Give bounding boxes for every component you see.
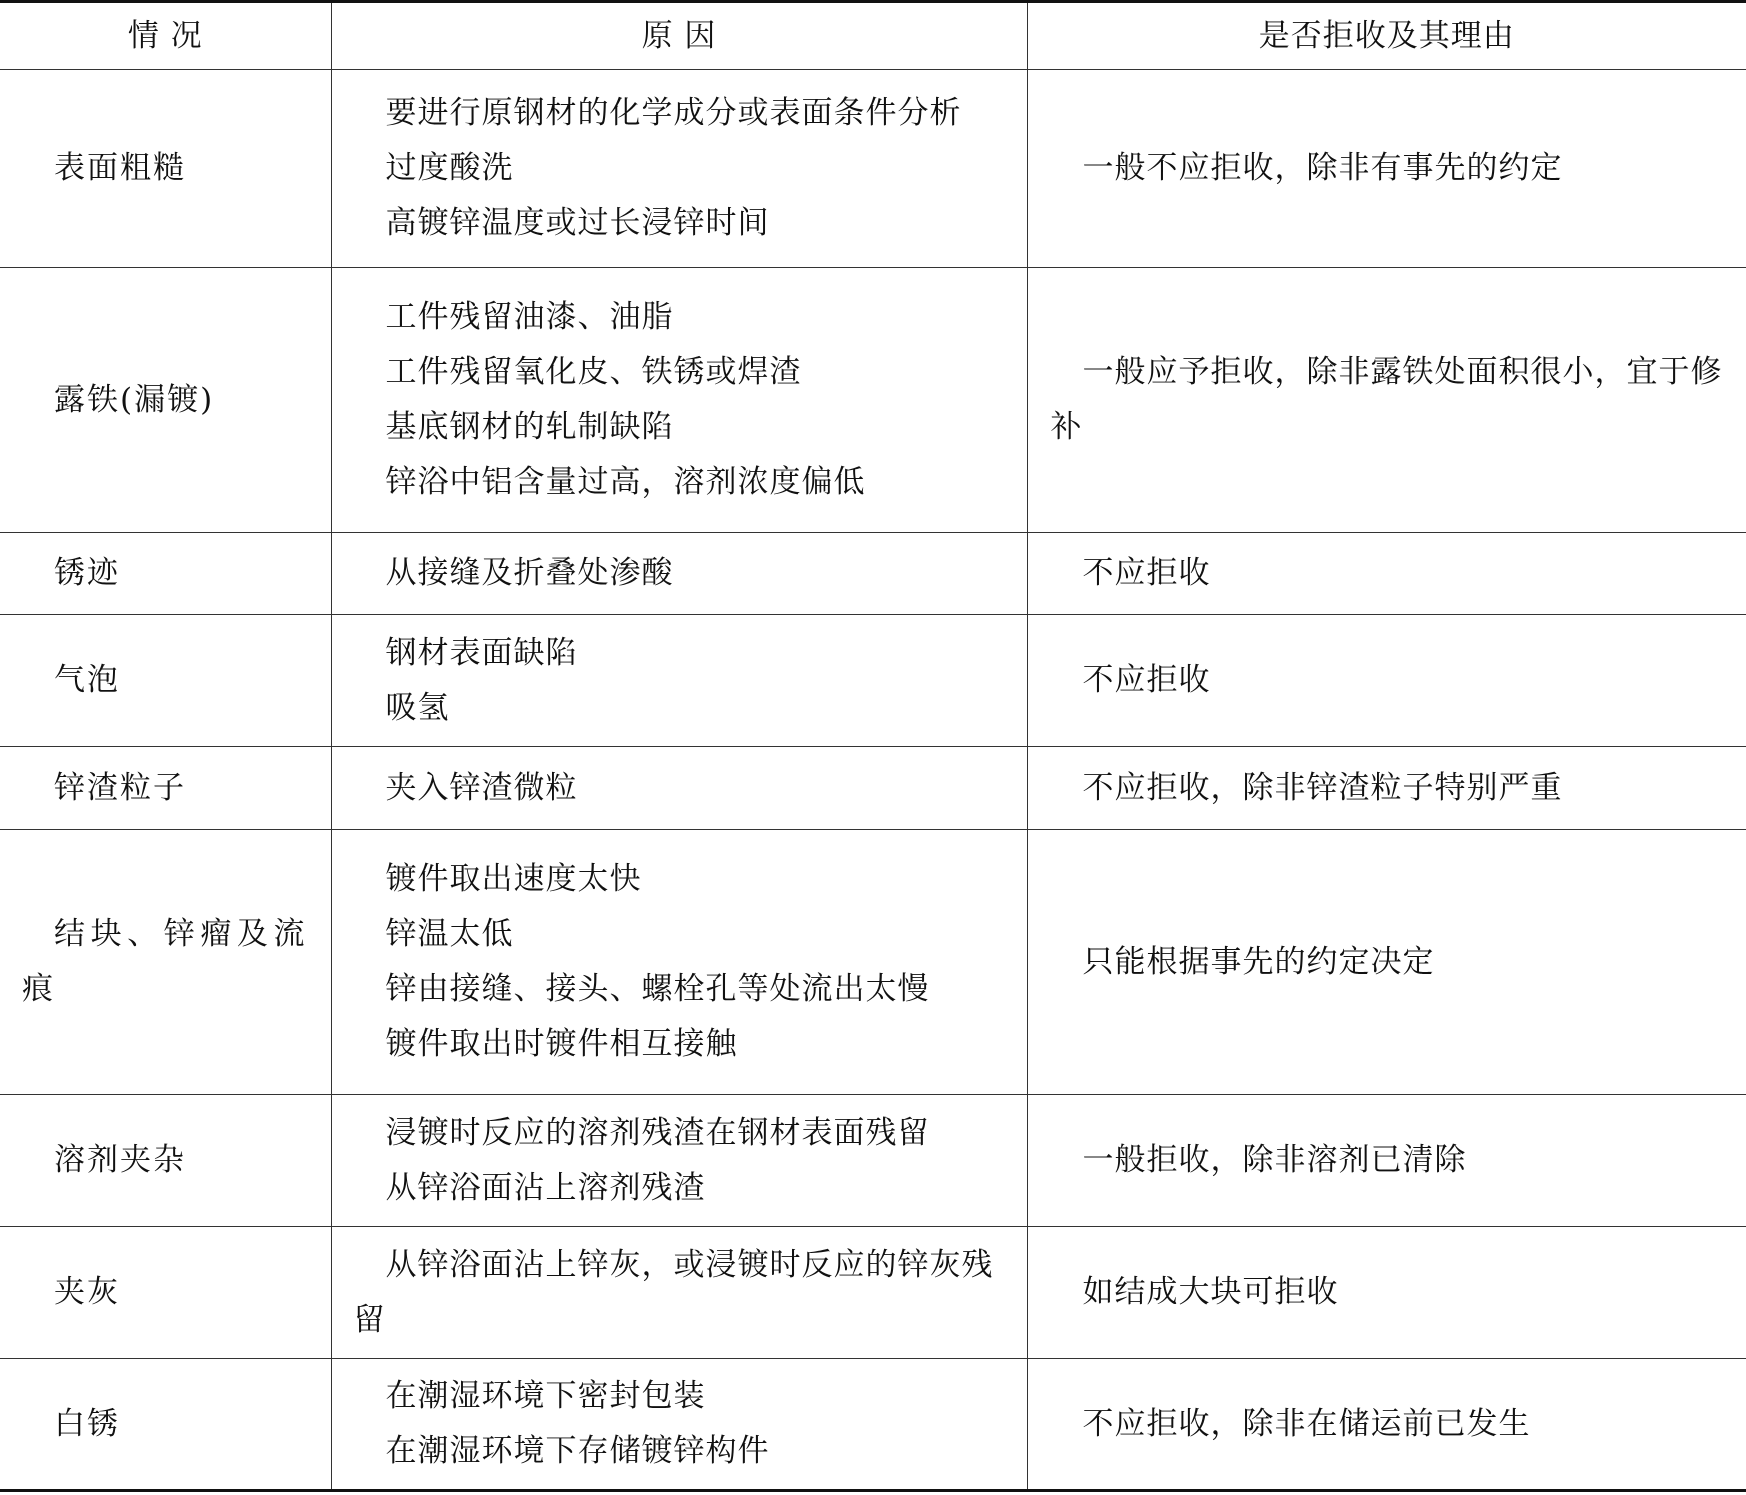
- cause-line: 工件残留油漆、油脂: [385, 299, 674, 335]
- cause-cell: [331, 1227, 1027, 1359]
- cause-cell: [331, 70, 1027, 268]
- cause-line: 镀件取出速度太快: [385, 861, 642, 897]
- cause-cell: [331, 533, 1027, 615]
- cause-line: 从接缝及折叠处渗酸: [385, 555, 674, 591]
- header-situation: 情 况: [0, 2, 331, 70]
- table-row: [0, 533, 1746, 615]
- cause-cell: [331, 268, 1027, 533]
- situation-cell: 锈迹: [0, 533, 331, 615]
- cause-cell: [331, 615, 1027, 747]
- table-row: [0, 830, 1746, 1095]
- verdict-cell: 只能根据事先的约定决定: [1027, 830, 1746, 1095]
- cause-line: 要进行原钢材的化学成分或表面条件分析: [385, 95, 962, 131]
- cause-cell: [331, 1095, 1027, 1227]
- situation-cell: 白锈: [0, 1359, 331, 1491]
- cause-cell: [331, 747, 1027, 830]
- cause-line: 从锌浴面沾上溶剂残渣: [385, 1169, 706, 1206]
- verdict-cell: 一般不应拒收，除非有事先的约定: [1027, 70, 1746, 268]
- table-row: [0, 1359, 1746, 1491]
- cause-line: 在潮湿环境下密封包装: [385, 1378, 706, 1414]
- table-row: [0, 747, 1746, 830]
- table-row: [0, 268, 1746, 533]
- cause-line: 锌浴中铝含量过高，溶剂浓度偏低: [385, 464, 866, 500]
- cause-line: 吸氢: [385, 689, 450, 726]
- situation-cell: 结块、锌瘤及流痕: [0, 830, 331, 1095]
- verdict-cell: 一般应予拒收，除非露铁处面积很小，宜于修补: [1027, 268, 1746, 533]
- cause-line: 在潮湿环境下存储镀锌构件: [385, 1433, 770, 1469]
- table-row: [0, 1227, 1746, 1359]
- cause-line: 锌温太低: [385, 916, 514, 952]
- cause-line: 浸镀时反应的溶剂残渣在钢材表面残留: [385, 1114, 930, 1151]
- cause-line: 基底钢材的轧制缺陷: [385, 409, 674, 445]
- verdict-cell: 不应拒收: [1027, 533, 1746, 615]
- verdict-cell: 不应拒收，除非锌渣粒子特别严重: [1027, 747, 1746, 830]
- cause-cell: [331, 830, 1027, 1095]
- header-row: [0, 2, 1746, 70]
- verdict-cell: 不应拒收: [1027, 615, 1746, 747]
- situation-cell: 气泡: [0, 615, 331, 747]
- cause-line: 过度酸洗: [385, 150, 514, 186]
- header-cause: 原 因: [331, 2, 1027, 70]
- situation-cell: 夹灰: [0, 1227, 331, 1359]
- verdict-cell: 如结成大块可拒收: [1027, 1227, 1746, 1359]
- cause-line: 夹入锌渣微粒: [385, 769, 578, 806]
- situation-cell: 表面粗糙: [0, 70, 331, 268]
- situation-cell: 露铁(漏镀): [0, 268, 331, 533]
- cause-line: 钢材表面缺陷: [385, 634, 578, 671]
- table-row: [0, 1095, 1746, 1227]
- situation-cell: 锌渣粒子: [0, 747, 331, 830]
- table-row: [0, 615, 1746, 747]
- cause-line: 高镀锌温度或过长浸锌时间: [385, 205, 770, 241]
- cause-cell: [331, 1359, 1027, 1491]
- verdict-cell: 一般拒收，除非溶剂已清除: [1027, 1095, 1746, 1227]
- cause-line: 镀件取出时镀件相互接触: [385, 1026, 738, 1062]
- cause-line: 锌由接缝、接头、螺栓孔等处流出太慢: [385, 971, 930, 1007]
- situation-cell: 溶剂夹杂: [0, 1095, 331, 1227]
- verdict-cell: 不应拒收，除非在储运前已发生: [1027, 1359, 1746, 1491]
- cause-line: 工件残留氧化皮、铁锈或焊渣: [385, 354, 802, 390]
- table-row: [0, 70, 1746, 268]
- cause-line: 从锌浴面沾上锌灰，或浸镀时反应的锌灰残留: [353, 1246, 994, 1338]
- header-verdict: 是否拒收及其理由: [1027, 2, 1746, 70]
